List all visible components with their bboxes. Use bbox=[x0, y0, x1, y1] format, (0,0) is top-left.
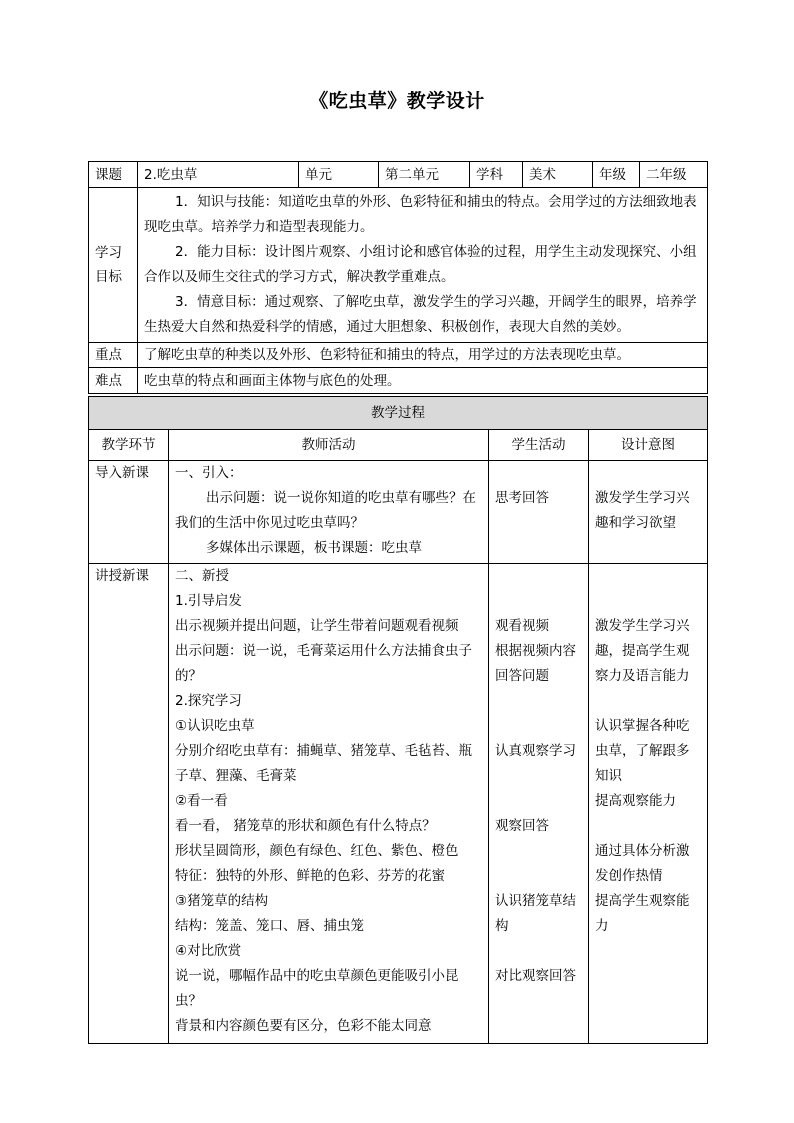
col-intent: 设计意图 bbox=[589, 430, 708, 461]
unit-label: 单元 bbox=[299, 162, 379, 188]
new-student bbox=[489, 564, 589, 1044]
goals-label-line-1: 学习 bbox=[95, 245, 122, 261]
student-line: 根据视频内容回答问题 bbox=[495, 643, 576, 684]
intro-teacher bbox=[169, 461, 489, 564]
student-line: 对比观察回答 bbox=[495, 968, 576, 984]
difficulty-text: 吃虫草的特点和画面主体物与底色的处理。 bbox=[138, 368, 708, 394]
goals-content bbox=[138, 188, 708, 343]
teacher-line: 说一说，哪幅作品中的吃虫草颜色更能吸引小昆虫？ bbox=[175, 968, 459, 1009]
teacher-line: 结构：笼盖、笼口、唇、捕虫笼 bbox=[175, 918, 364, 934]
teacher-line: 看一看， 猪笼草的形状和颜色有什么特点？ bbox=[175, 818, 436, 834]
intent-line: 提高学生观察能力 bbox=[595, 893, 690, 934]
teacher-line: 出示问题：说一说，毛膏菜运用什么方法捕食虫子的？ bbox=[175, 643, 472, 684]
intro-teacher-line: 多媒体出示课题，板书课题：吃虫草 bbox=[206, 540, 423, 556]
intro-student bbox=[489, 461, 589, 564]
intro-student-text: 思考回答 bbox=[495, 490, 549, 506]
goals-label bbox=[89, 188, 138, 343]
intent-line: 认识掌握各种吃虫草，了解跟多知识 bbox=[595, 718, 690, 784]
goal-emotion: 3．情意目标：通过观察、了解吃虫草，激发学生的学习兴趣，开阔学生的眼界，培养学生热爱大自然和热爱科学的情感，通过大胆想象、积极创作，表现大自然的美妙。 bbox=[144, 294, 697, 335]
subject-label: 学科 bbox=[470, 162, 523, 188]
teacher-line: 2.探究学习 bbox=[175, 693, 242, 709]
col-teacher: 教师活动 bbox=[169, 430, 489, 461]
unit-value: 第二单元 bbox=[379, 162, 470, 188]
teaching-process-table bbox=[88, 396, 708, 1044]
grade-label: 年级 bbox=[593, 162, 640, 188]
intro-stage: 导入新课 bbox=[89, 461, 169, 564]
difficulty-label: 难点 bbox=[89, 368, 138, 394]
teacher-line: ③猪笼草的结构 bbox=[175, 893, 269, 909]
intro-teacher-line: 一、引入： bbox=[175, 465, 243, 481]
key-point-text: 了解吃虫草的种类以及外形、色彩特征和捕虫的特点，用学过的方法表现吃虫草。 bbox=[138, 343, 708, 368]
goals-label-line-2: 目标 bbox=[95, 269, 122, 285]
grade-value: 二年级 bbox=[640, 162, 708, 188]
teacher-line: 形状呈圆筒形，颜色有绿色、红色、紫色、橙色 bbox=[175, 843, 459, 859]
student-line: 观察回答 bbox=[495, 818, 549, 834]
intro-teacher-line: 出示问题：说一说你知道的吃虫草有哪些？在我们的生活中你见过吃虫草吗？ bbox=[175, 490, 477, 531]
key-point-label: 重点 bbox=[89, 343, 138, 368]
topic-label: 课题 bbox=[89, 162, 138, 188]
col-stage: 教学环节 bbox=[89, 430, 169, 461]
student-line: 认真观察学习 bbox=[495, 743, 576, 759]
col-student: 学生活动 bbox=[489, 430, 589, 461]
teacher-line: 出示视频并提出问题，让学生带着问题观看视频 bbox=[175, 618, 459, 634]
teacher-line: 特征：独特的外形、鲜艳的色彩、芬芳的花蜜 bbox=[175, 868, 445, 884]
new-stage: 讲授新课 bbox=[89, 564, 169, 1044]
teacher-line: 分别介绍吃虫草有：捕蝇草、猪笼草、毛毡苔、瓶子草、狸藻、毛膏菜 bbox=[175, 743, 472, 784]
teacher-line: ②看一看 bbox=[175, 793, 228, 809]
new-teacher bbox=[169, 564, 489, 1044]
goal-ability: 2．能力目标：设计图片观察、小组讨论和感官体验的过程，用学生主动发现探究、小组合作以及师生交往式的学习方式，解决教学重难点。 bbox=[144, 244, 697, 285]
page-title: 《吃虫草》教学设计 bbox=[309, 90, 485, 112]
goal-knowledge: 1．知识与技能：知道吃虫草的外形、色彩特征和捕虫的特点。会用学过的方法细致地表现吃虫草。培养学力和造型表现能力。 bbox=[144, 194, 697, 235]
teacher-line: 1.引导启发 bbox=[175, 593, 242, 609]
process-header: 教学过程 bbox=[89, 397, 708, 430]
new-intent bbox=[589, 564, 708, 1044]
intro-intent bbox=[589, 461, 708, 564]
intent-line: 通过具体分析激发创作热情 bbox=[595, 843, 690, 884]
student-line: 认识猪笼草结构 bbox=[495, 893, 576, 934]
intro-intent-text: 激发学生学习兴趣和学习欲望 bbox=[595, 490, 690, 531]
teacher-line: ①认识吃虫草 bbox=[175, 718, 255, 734]
student-line: 观看视频 bbox=[495, 618, 549, 634]
intent-line: 激发学生学习兴趣，提高学生观察力及语言能力 bbox=[595, 618, 690, 684]
lesson-info-table bbox=[88, 161, 708, 394]
intent-line: 提高观察能力 bbox=[595, 793, 676, 809]
teacher-line: 二、新授 bbox=[175, 568, 229, 584]
teacher-line: ④对比欣赏 bbox=[175, 943, 242, 959]
subject-value: 美术 bbox=[523, 162, 593, 188]
teacher-line: 背景和内容颜色要有区分，色彩不能太同意 bbox=[175, 1018, 432, 1034]
topic-value: 2.吃虫草 bbox=[138, 162, 299, 188]
